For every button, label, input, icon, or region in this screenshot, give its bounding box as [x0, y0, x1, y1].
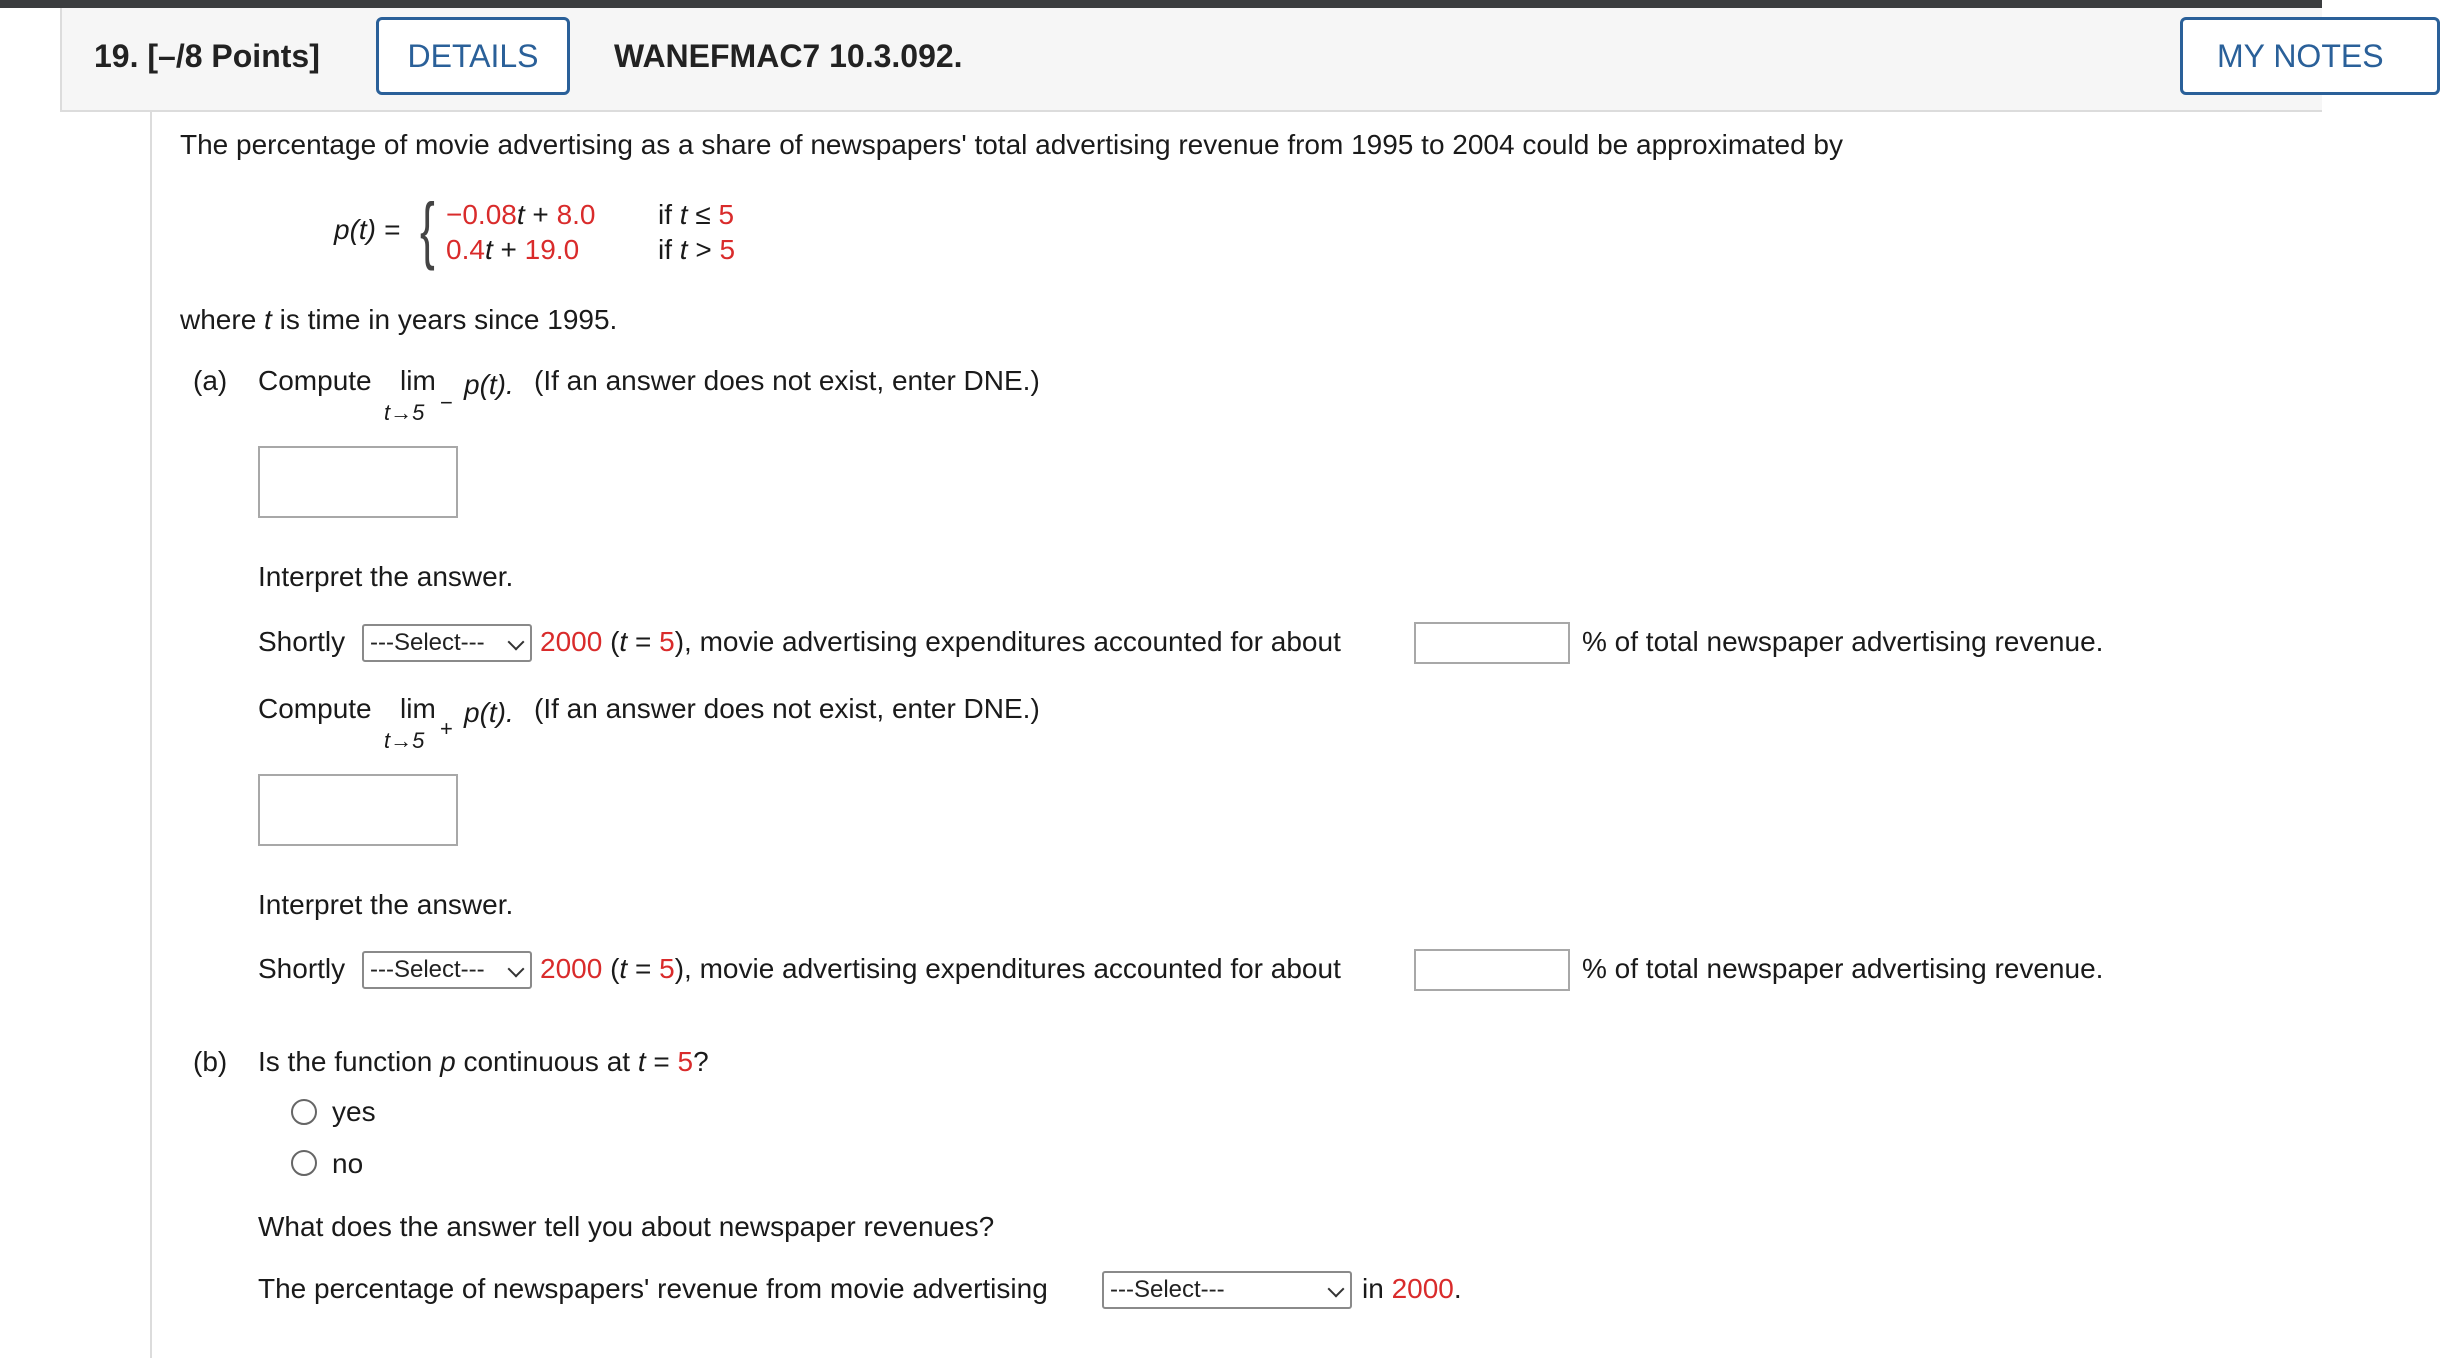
left-limit-answer-input[interactable] — [258, 446, 458, 518]
lim-left-superscript: − — [440, 390, 453, 415]
lim-right-function: p(t). — [464, 697, 514, 728]
shortly-label-2: Shortly — [258, 953, 346, 984]
percent-answer-input-2[interactable] — [1414, 949, 1570, 991]
right-limit-answer-input[interactable] — [258, 774, 458, 846]
intro-text: The percentage of movie advertising as a share of newspapers' total advertising revenue from 1995 to 2004 could be approximated by — [180, 129, 1844, 160]
piece-2-condition: if t > 5 — [658, 234, 736, 265]
lim-right: lim — [400, 693, 436, 724]
interpret-label-1: Interpret the answer. — [258, 561, 514, 592]
piece-1-condition: if t ≤ 5 — [658, 199, 735, 230]
shortly-select-1[interactable]: ---Select--- — [362, 624, 532, 662]
tell-question: What does the answer tell you about newspaper revenues? — [258, 1211, 995, 1242]
option-no-label: no — [332, 1148, 364, 1179]
interpret-sentence-1: 2000 (t = 5), movie advertising expenditures accounted for about — [540, 626, 1341, 657]
lim-right-superscript: + — [440, 716, 453, 741]
pct-suffix-1: % of total newspaper advertising revenue. — [1582, 626, 2104, 657]
percent-answer-input-1[interactable] — [1414, 622, 1570, 664]
where-text: where t is time in years since 1995. — [180, 304, 618, 335]
part-a-label: (a) — [193, 365, 228, 396]
interpret-sentence-2: 2000 (t = 5), movie advertising expenditures accounted for about — [540, 953, 1341, 984]
piece-2-expression: 0.4t + 19.0 — [446, 234, 580, 265]
question-header — [60, 8, 2384, 112]
function-lhs: p(t) = — [334, 214, 401, 245]
top-bar — [0, 0, 2322, 8]
compute-right-label: Compute — [258, 693, 372, 724]
question-reference: WANEFMAC7 10.3.092. — [614, 38, 963, 74]
shortly-select-2[interactable]: ---Select--- — [362, 951, 532, 989]
details-button[interactable]: DETAILS — [376, 17, 570, 95]
compute-left-label: Compute — [258, 365, 372, 396]
continuity-question: Is the function p continuous at t = 5? — [258, 1046, 709, 1077]
revenue-select[interactable]: ---Select--- — [1102, 1271, 1352, 1309]
lim-right-subscript: t→5 — [384, 728, 425, 753]
option-yes-label: yes — [332, 1096, 376, 1127]
content-left-rule — [150, 112, 152, 1358]
lim-left-subscript: t→5 — [384, 400, 425, 425]
revenue-sentence: The percentage of newspapers' revenue from movie advertising — [258, 1273, 1048, 1304]
my-notes-button[interactable]: MY NOTES — [2180, 17, 2440, 95]
chevron-down-icon — [508, 634, 525, 651]
interpret-label-2: Interpret the answer. — [258, 889, 514, 920]
chevron-down-icon — [508, 961, 525, 978]
part-b-label: (b) — [193, 1046, 228, 1077]
points: [–/8 Points] — [147, 38, 320, 74]
lim-left-function: p(t). — [464, 369, 514, 400]
dne-note-left: (If an answer does not exist, enter DNE.) — [534, 365, 1040, 396]
radio-yes[interactable] — [291, 1099, 317, 1125]
radio-no[interactable] — [291, 1150, 317, 1176]
pct-suffix-2: % of total newspaper advertising revenue. — [1582, 953, 2104, 984]
question-number: 19. [–/8 Points] — [94, 38, 320, 74]
chevron-down-icon — [1328, 1281, 1345, 1298]
piecewise-brace: { — [420, 188, 435, 271]
lim-left: lim — [400, 365, 436, 396]
revenue-sentence-end: in 2000. — [1362, 1273, 1462, 1304]
dne-note-right: (If an answer does not exist, enter DNE.) — [534, 693, 1040, 724]
piece-1-expression: −0.08t + 8.0 — [446, 199, 596, 230]
shortly-label-1: Shortly — [258, 626, 346, 657]
